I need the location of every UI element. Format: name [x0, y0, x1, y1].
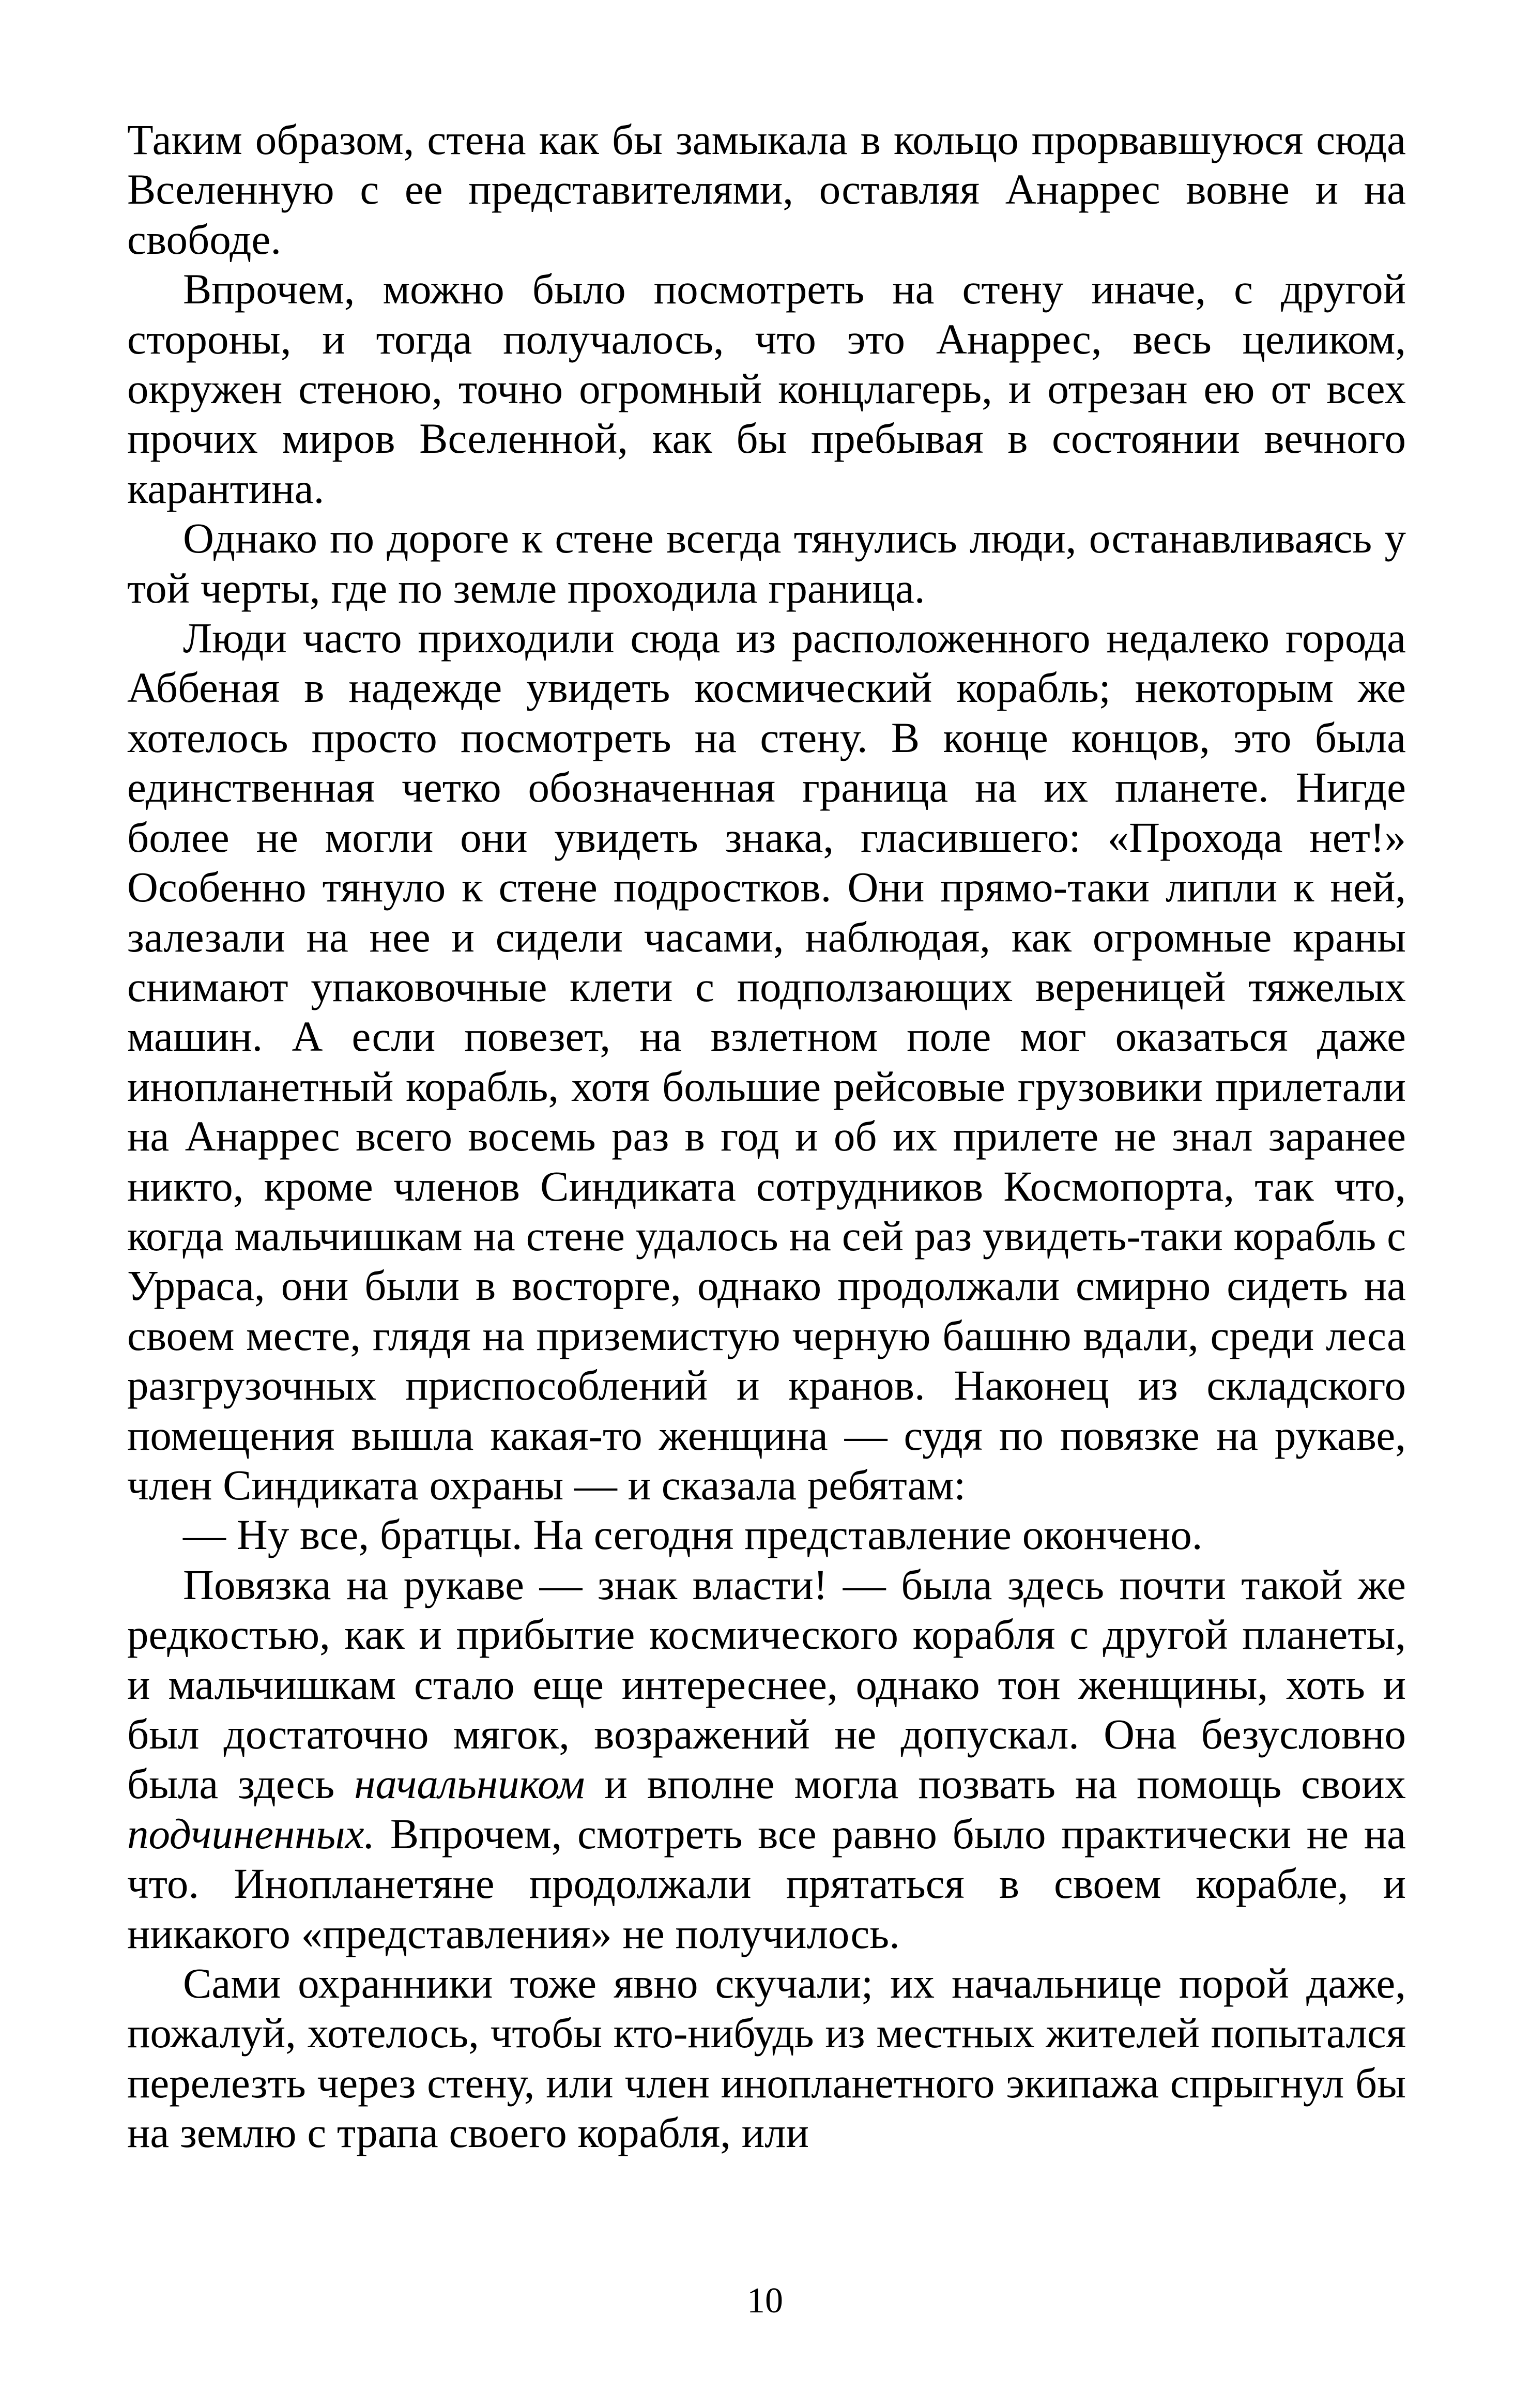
paragraph-3: Однако по дороге к стене всегда тянулись люди, останавливаясь у той черты, где по земле проходила граница. — [127, 514, 1406, 612]
page-number: 10 — [747, 2281, 783, 2321]
body-text — [127, 115, 1406, 2158]
dialogue-line: — Ну все, братцы. На сегодня представление окончено. — [183, 1511, 1203, 1559]
paragraph-6 — [127, 1560, 1406, 1958]
paragraph-7: Сами охранники тоже явно скучали; их начальнице порой даже, пожалуй, хотелось, чтобы кто-нибудь из местных жителей попытался перелезть через стену, или член инопланетного экипажа спрыгнул бы на землю с трапа своего корабля, или — [127, 1959, 1406, 2157]
paragraph-2: Впрочем, можно было посмотреть на стену иначе, с другой стороны, и тогда получалось, что это Анаррес, весь целиком, окружен стеною, точно огромный концлагерь, и отрезан ею от всех прочих миров Вселенной, как бы пребывая в состоянии вечного карантина. — [127, 265, 1406, 512]
paragraph-6-part-2: и вполне могла позвать на помощь своих — [585, 1760, 1406, 1808]
paragraph-1: Таким образом, стена как бы замыкала в кольцо прорвавшуюся сюда Вселенную с ее представителями, оставляя Анаррес вовне и на свободе. — [127, 116, 1406, 263]
paragraph-6-part-1: Повязка на рукаве — знак власти! — была здесь почти такой же редкостью, как и прибытие космического корабля с другой планеты, и мальчишкам стало еще интереснее, однако тон женщины, хоть и был достаточно мягок, возражений не допускал. Она безусловно была здесь — [127, 1560, 1406, 1808]
paragraph-4: Люди часто приходили сюда из расположенного недалеко города Аббеная в надежде увидеть космический корабль; некоторым же хотелось просто посмотреть на стену. В конце концов, это была единственная четко обозначенная граница на их планете. Нигде более не могли они увидеть знака, гласившего: «Прохода нет!» Особенно тянуло к стене подростков. Они прямо-таки липли к ней, залезали на нее и сидели часами, наблюдая, как огромные краны снимают упаковочные клети с подползающих вереницей тяжелых машин. А если повезет, на взлетном поле мог оказаться даже инопланетный корабль, хотя большие рейсовые грузовики прилетали на Анаррес всего восемь раз в год и об их прилете не знал заранее никто, кроме членов Синдиката сотрудников Космопорта, так что, когда мальчишкам на стене удалось на сей раз увидеть-таки корабль с Урраса, они были в восторге, однако продолжали смирно сидеть на своем месте, глядя на приземистую черную башню вдали, среди леса разгрузочных приспособлений и кранов. Наконец из складского помещения вышла какая-то женщина — судя по повязке на рукаве, член Синдиката охраны — и сказала ребятам: — [127, 614, 1406, 1509]
paragraph-6-part-3: Впрочем, смотреть все равно было практически не на что. Инопланетяне продолжали прятаться в своем корабле, и никакого «представления» не получилось. — [127, 1809, 1406, 1957]
italic-word-nachalnikom: начальником — [354, 1760, 585, 1808]
italic-word-podchinennyh: подчиненных. — [127, 1809, 375, 1858]
